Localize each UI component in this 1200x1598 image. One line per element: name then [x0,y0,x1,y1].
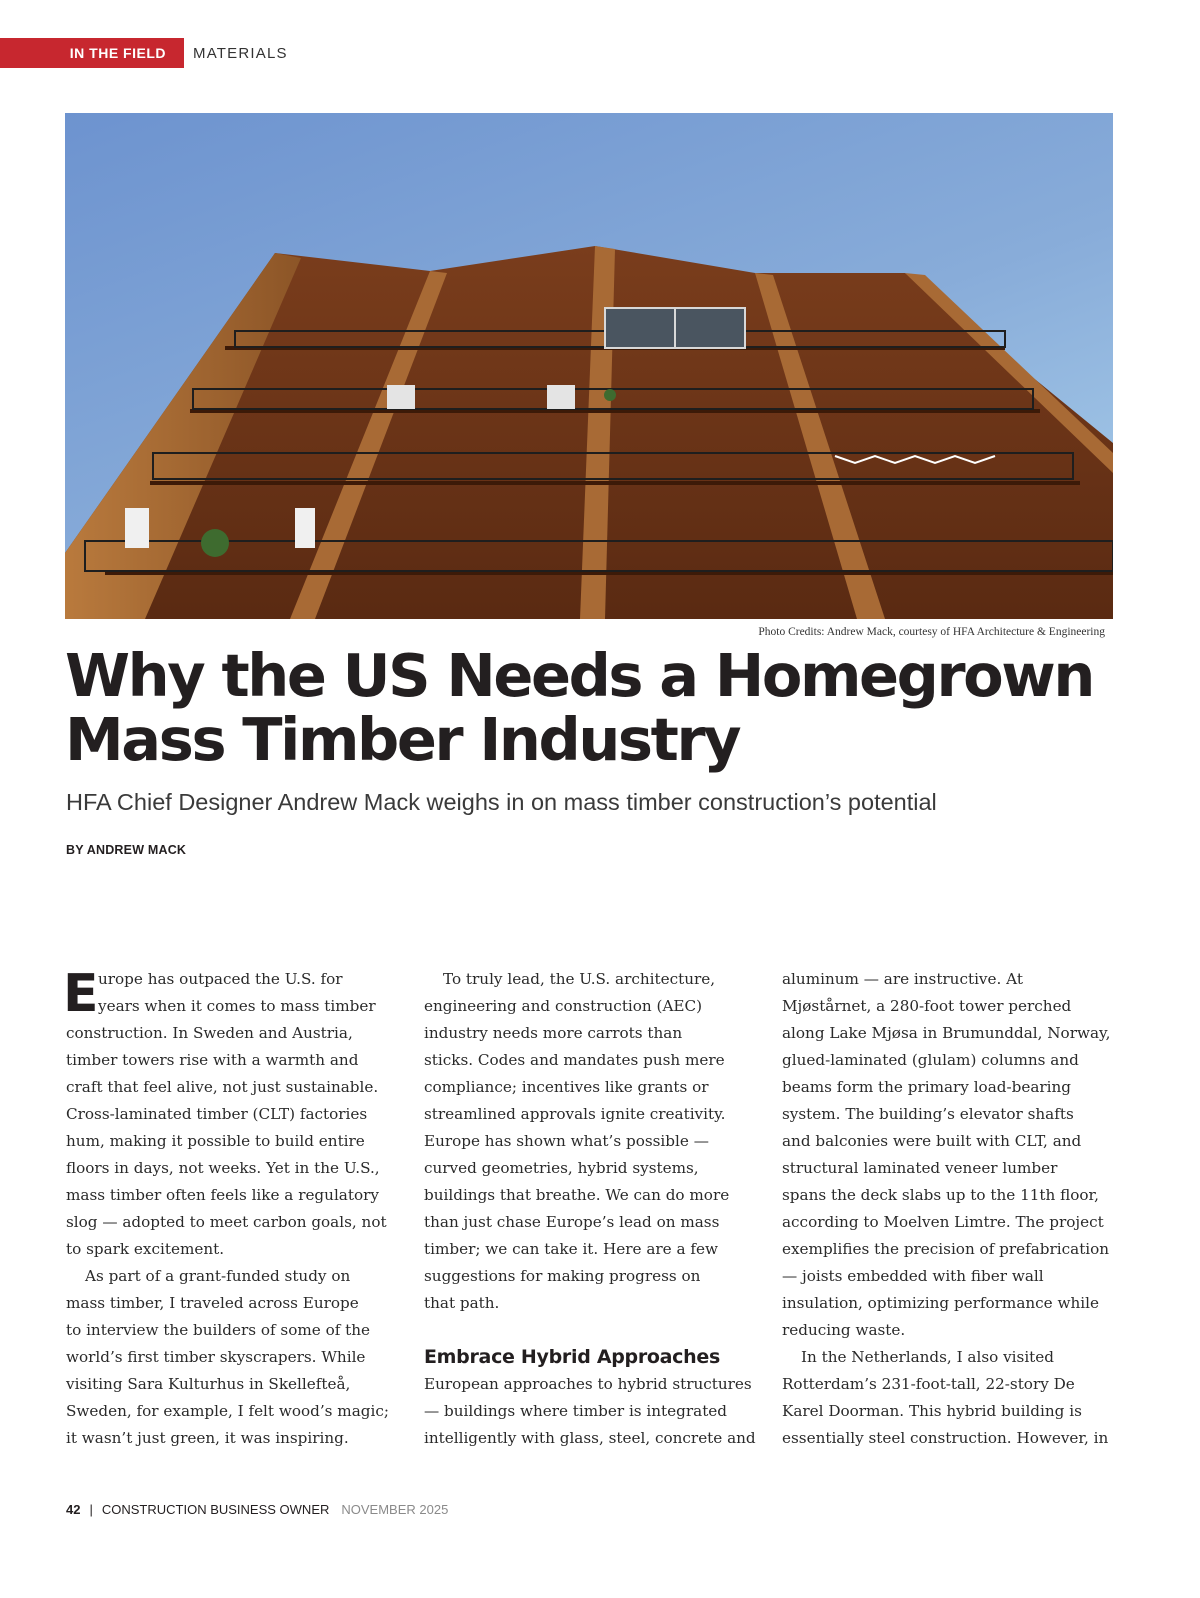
body-line: hum, making it possible to build entire [66,1132,365,1150]
body-line: — joists embedded with fiber wall [782,1267,1044,1285]
body-line: structural laminated veneer lumber [782,1159,1058,1177]
publication-name: CONSTRUCTION BUSINESS OWNER [101,1502,330,1517]
body-line: aluminum — are instructive. At [782,970,1023,988]
body-line: timber towers rise with a warmth and [66,1051,359,1069]
body-line: mass timber, I traveled across Europe [66,1294,359,1312]
body-line: engineering and construction (AEC) [424,997,703,1015]
body-line: urope has outpaced the U.S. for [98,970,343,988]
body-line: along Lake Mjøsa in Brumunddal, Norway, [782,1024,1111,1042]
body-line: insulation, optimizing performance while [782,1294,1099,1312]
title-line: Mass Timber Industry [65,705,740,774]
body-line: As part of a grant-funded study on [85,1267,351,1285]
body-line: Sweden, for example, I felt wood’s magic; [66,1402,389,1420]
body-line: visiting Sara Kulturhus in Skellefteå, [66,1375,351,1393]
body-line: buildings that breathe. We can do more [424,1186,730,1204]
byline: BY ANDREW MACK [66,843,187,857]
article-deck: HFA Chief Designer Andrew Mack weighs in on mass timber construction’s potential [66,789,937,815]
section-tag: IN THE FIELD [0,38,184,68]
body-line: essentially steel construction. However, in [782,1429,1109,1447]
body-column-1 [66,966,396,1452]
body-column-3 [782,966,1112,1452]
body-line: mass timber often feels like a regulatory [66,1186,379,1204]
body-line: Karel Doorman. This hybrid building is [782,1402,1082,1420]
photo-credit: Photo Credits: Andrew Mack, courtesy of HFA Architecture & Engineering [758,626,1105,638]
body-line: it wasn’t just green, it was inspiring. [66,1429,349,1447]
body-line: glued-laminated (glulam) columns and [782,1051,1079,1069]
body-line: Rotterdam’s 231-foot-tall, 22-story De [782,1375,1075,1393]
body-line: reducing waste. [782,1321,906,1339]
body-line: to interview the builders of some of the [66,1321,371,1339]
issue-date: NOVEMBER 2025 [341,1502,449,1517]
hero-photo [65,113,1113,619]
body-line: Mjøstårnet, a 280-foot tower perched [782,997,1072,1015]
body-line: Europe has shown what’s possible — [424,1132,709,1150]
body-line: intelligently with glass, steel, concrete and [424,1429,756,1447]
body-line: to spark excitement. [66,1240,225,1258]
body-line: curved geometries, hybrid systems, [424,1159,699,1177]
body-line: according to Moelven Limtre. The project [782,1213,1104,1231]
spacer [424,1317,754,1344]
body-line: slog — adopted to meet carbon goals, not [66,1213,387,1231]
body-line: compliance; incentives like grants or [424,1078,709,1096]
drop-cap: E [63,964,99,1024]
body-column-2 [424,966,754,1452]
body-line: timber; we can take it. Here are a few [424,1240,718,1258]
body-line: European approaches to hybrid structures [424,1375,752,1393]
article-title [65,641,1125,774]
body-line: floors in days, not weeks. Yet in the U.S., [66,1159,380,1177]
body-line: Cross-laminated timber (CLT) factories [66,1105,368,1123]
section-subtitle: MATERIALS [193,44,288,62]
body-line: — buildings where timber is integrated [424,1402,728,1420]
body-line: suggestions for making progress on [424,1267,701,1285]
body-line: construction. In Sweden and Austria, [66,1024,353,1042]
body-line: world’s first timber skyscrapers. While [66,1348,366,1366]
body-line: system. The building’s elevator shafts [782,1105,1074,1123]
body-line: craft that feel alive, not just sustainable. [66,1078,379,1096]
title-line: Why the US Needs a Homegrown [65,641,1094,710]
body-line: In the Netherlands, I also visited [801,1348,1054,1366]
body-line: spans the deck slabs up to the 11th floor, [782,1186,1099,1204]
body-line: and balconies were built with CLT, and [782,1132,1082,1150]
body-line: years when it comes to mass timber [98,997,376,1015]
body-line: beams form the primary load-bearing [782,1078,1072,1096]
section-subheading: Embrace Hybrid Approaches [424,1346,720,1368]
body-line: sticks. Codes and mandates push mere [424,1051,725,1069]
body-line: industry needs more carrots than [424,1024,683,1042]
body-line: exemplifies the precision of prefabrication [782,1240,1110,1258]
footer-separator: | [89,1502,93,1517]
body-line: To truly lead, the U.S. architecture, [443,970,716,988]
body-line: streamlined approvals ignite creativity. [424,1105,726,1123]
timber-building-image [65,113,1113,619]
page-footer [66,1502,448,1517]
body-line: than just chase Europe’s lead on mass [424,1213,720,1231]
page-number: 42 [66,1502,81,1517]
body-line: that path. [424,1294,500,1312]
